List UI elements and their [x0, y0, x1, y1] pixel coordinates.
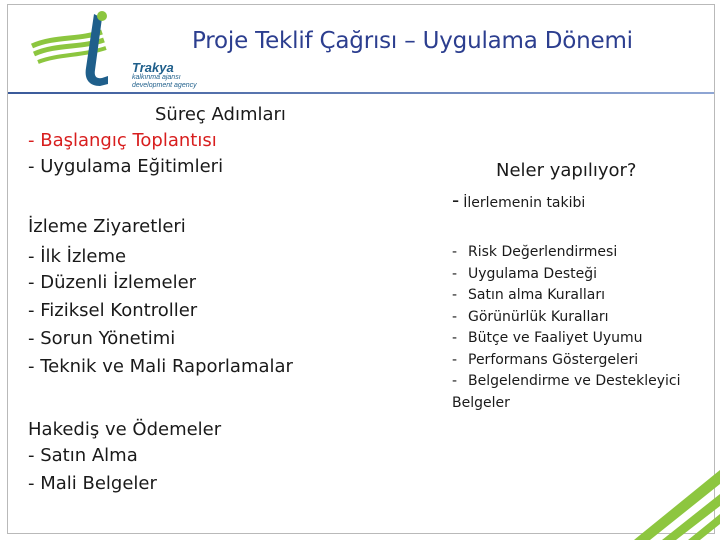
list-item: - Bütçe ve Faaliyet Uyumu	[452, 330, 643, 346]
agency-logo	[24, 10, 197, 94]
list-item: - Teknik ve Mali Raporlamalar	[28, 356, 293, 377]
list-item: - Satın Alma	[28, 445, 138, 466]
payments-section	[28, 417, 221, 497]
list-item: - Fiziksel Kontroller	[28, 300, 198, 321]
list-item: - Risk Değerlendirmesi	[452, 244, 618, 260]
title-divider	[8, 92, 714, 94]
monitoring-heading: İzleme Ziyaretleri	[28, 216, 186, 237]
list-item: - Satın alma Kuralları	[452, 287, 605, 303]
bullet-dash: -	[452, 188, 460, 212]
list-item: - Başlangıç Toplantısı	[28, 130, 217, 151]
list-item: - Performans Göstergeleri	[452, 351, 639, 368]
payments-heading: Hakediş ve Ödemeler	[28, 419, 222, 440]
steps-list	[28, 128, 223, 180]
monitoring-section	[28, 214, 293, 380]
logo-mark-icon	[24, 10, 134, 94]
list-item: - İlk İzleme	[28, 246, 127, 267]
right-heading: Neler yapılıyor?	[496, 160, 637, 181]
list-item: - Belgelendirme ve Destekleyici	[452, 373, 681, 389]
list-item-continuation: Belgeler	[452, 394, 510, 411]
main-bullet	[452, 188, 585, 215]
list-item: - Uygulama Desteği	[452, 265, 597, 282]
list-item: - Mali Belgeler	[28, 473, 157, 494]
page-title: Proje Teklif Çağrısı – Uygulama Dönemi	[192, 28, 633, 54]
logo-name: Trakya	[132, 60, 174, 75]
logo-subtitle: kalkınma ajansı development agency	[132, 74, 197, 89]
list-item: - Görünürlük Kuralları	[452, 308, 609, 325]
activities-list	[452, 242, 680, 414]
list-item: - Uygulama Eğitimleri	[28, 156, 224, 177]
corner-stripes-decoration	[610, 450, 720, 540]
main-bullet-label: İlerlemenin takibi	[463, 195, 586, 211]
steps-heading: Süreç Adımları	[155, 104, 286, 125]
list-item: - Sorun Yönetimi	[28, 328, 176, 349]
list-item: - Düzenli İzlemeler	[28, 272, 197, 293]
